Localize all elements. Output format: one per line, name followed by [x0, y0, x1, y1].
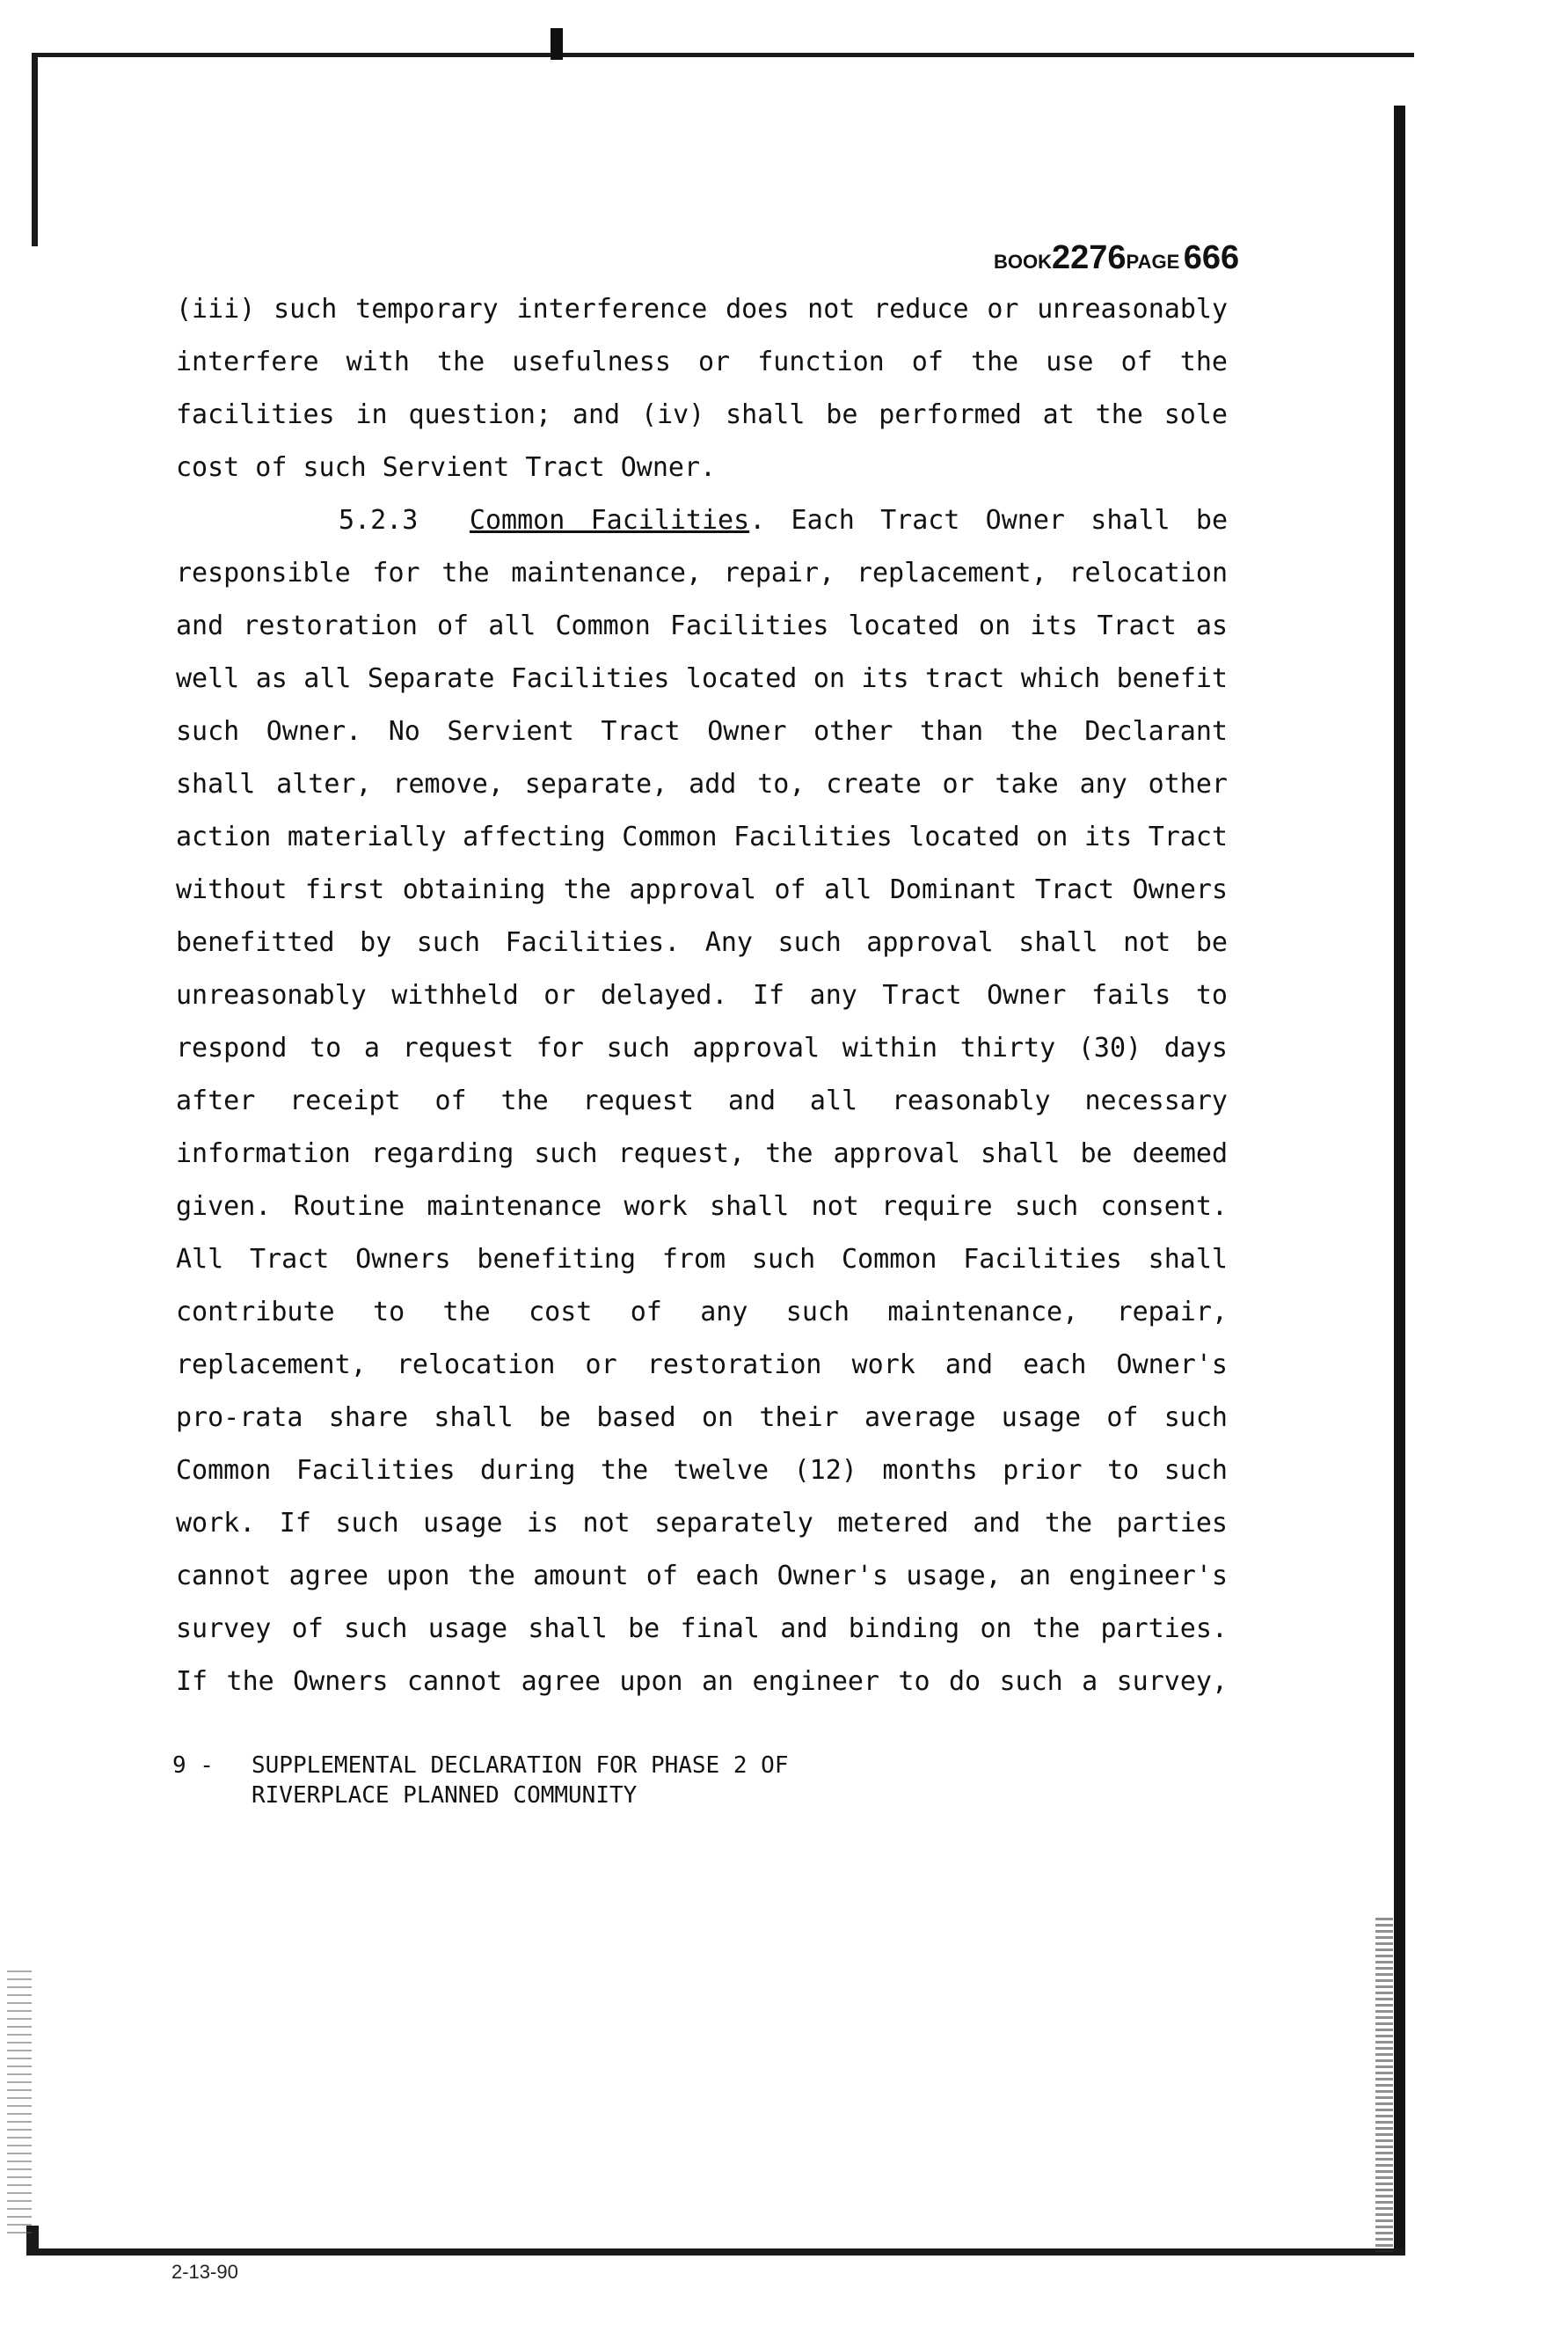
scan-border-right: [1394, 106, 1405, 2252]
page-label: PAGE: [1126, 251, 1180, 273]
footer-title-line-1: SUPPLEMENTAL DECLARATION FOR PHASE 2 OF: [252, 1752, 789, 1779]
scan-mark-top: [551, 28, 563, 60]
body-line: cost of such Servient Tract Owner.: [176, 452, 717, 483]
scan-border-top: [33, 53, 1414, 57]
section-line: action materially affecting Common Facilities located on its Tract: [176, 822, 1228, 852]
section-line: unreasonably withheld or delayed. If any Tract Owner fails to: [176, 980, 1228, 1011]
section-line: given. Routine maintenance work shall not require such consent.: [176, 1191, 1228, 1222]
section-line: respond to a request for such approval within thirty (30) days: [176, 1033, 1228, 1064]
body-line: facilities in question; and (iv) shall be performed at the sole: [176, 399, 1228, 430]
body-line: interfere with the usefulness or function of the use of the: [176, 347, 1228, 377]
footer-title-line-2: RIVERPLACE PLANNED COMMUNITY: [252, 1782, 638, 1809]
section-line: replacement, relocation or restoration work and each Owner's: [176, 1349, 1228, 1380]
section-line: well as all Separate Facilities located on its tract which benefit: [176, 663, 1228, 694]
book-page-reference: [994, 239, 1239, 277]
page-number: 666: [1183, 239, 1240, 276]
section-line: such Owner. No Servient Tract Owner other than the Declarant: [176, 716, 1228, 747]
section-line: pro-rata share shall be based on their average usage of such: [176, 1402, 1228, 1433]
section-line: work. If such usage is not separately metered and the parties: [176, 1508, 1228, 1539]
section-line: If the Owners cannot agree upon an engineer to do such a survey,: [176, 1666, 1228, 1697]
document-body: [176, 283, 1228, 1708]
section-line: cannot agree upon the amount of each Owner's usage, an engineer's: [176, 1561, 1228, 1591]
section-number: 5.2.3: [339, 505, 419, 536]
book-label: BOOK: [994, 251, 1052, 273]
scan-noise-right: [1375, 1918, 1393, 2252]
section-line: information regarding such request, the approval shall be deemed: [176, 1138, 1228, 1169]
section-line: and restoration of all Common Facilities located on its Tract as: [176, 611, 1228, 641]
scan-border-left: [32, 53, 38, 246]
section-line: survey of such usage shall be final and binding on the parties.: [176, 1613, 1228, 1644]
section-heading-line: [176, 494, 1228, 547]
body-line: (iii) such temporary interference does not reduce or unreasonably: [176, 294, 1228, 325]
scan-border-bottom: [26, 2248, 1405, 2256]
section-title: Common Facilities: [469, 505, 750, 536]
section-line: shall alter, remove, separate, add to, create or take any other: [176, 769, 1228, 800]
footer-line-1: [172, 1751, 788, 1780]
section-line: without first obtaining the approval of all Dominant Tract Owners: [176, 874, 1228, 905]
document-footer: [172, 1751, 788, 1810]
section-line: All Tract Owners benefiting from such Common Facilities shall: [176, 1244, 1228, 1275]
date-stamp: 2-13-90: [171, 2261, 238, 2283]
section-line: responsible for the maintenance, repair, replacement, relocation: [176, 558, 1228, 589]
section-line: contribute to the cost of any such maintenance, repair,: [176, 1297, 1228, 1327]
section-first-line-text: . Each Tract Owner shall be: [749, 505, 1229, 536]
section-line: benefitted by such Facilities. Any such approval shall not be: [176, 927, 1228, 958]
footer-page-number: 9 -: [172, 1752, 214, 1779]
scan-noise-left: [7, 1970, 32, 2234]
section-line: Common Facilities during the twelve (12) months prior to such: [176, 1455, 1228, 1486]
book-number: 2276: [1052, 239, 1127, 276]
section-line: after receipt of the request and all reasonably necessary: [176, 1086, 1228, 1116]
